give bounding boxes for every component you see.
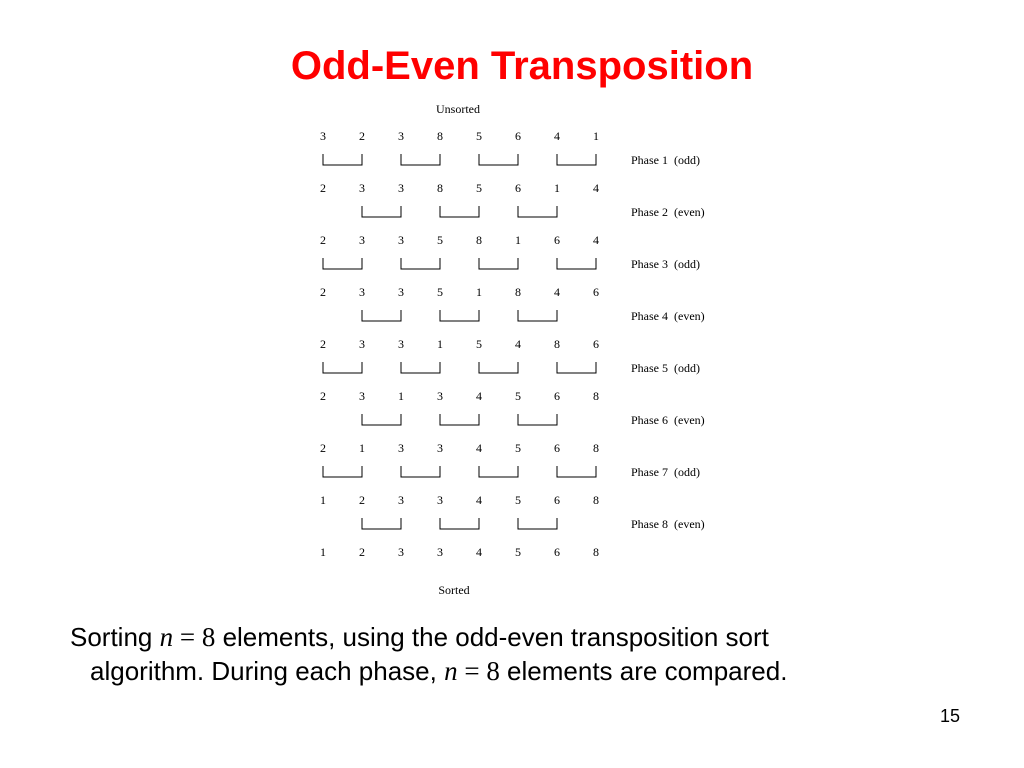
phase-7-bracket-3 (479, 466, 518, 477)
row-8-value-1: 1 (320, 493, 326, 507)
row-1-value-3: 3 (398, 129, 404, 143)
row-6-value-4: 3 (437, 389, 443, 403)
row-9-value-7: 6 (554, 545, 560, 559)
row-8-value-4: 3 (437, 493, 443, 507)
phase-3-label: Phase 3 (odd) (631, 257, 700, 271)
row-2-value-5: 5 (476, 181, 482, 195)
row-6-value-1: 2 (320, 389, 326, 403)
row-2-value-7: 1 (554, 181, 560, 195)
row-6-value-5: 4 (476, 389, 482, 403)
caption-line-2-end: elements are compared. (499, 656, 788, 686)
row-1-value-5: 5 (476, 129, 482, 143)
row-2-value-8: 4 (593, 181, 599, 195)
row-3-value-7: 6 (554, 233, 560, 247)
phase-6-label: Phase 6 (even) (631, 413, 705, 427)
row-2-value-3: 3 (398, 181, 404, 195)
row-5-value-4: 1 (437, 337, 443, 351)
phase-2-bracket-3 (518, 206, 557, 217)
slide-title: Odd-Even Transposition (290, 44, 754, 88)
phase-6-bracket-3 (518, 414, 557, 425)
caption-line-1-start: Sorting (70, 622, 160, 652)
row-4-value-8: 6 (593, 285, 599, 299)
caption-line-2-start: algorithm. During each phase, (90, 656, 445, 686)
caption-variable-n: n (159, 622, 174, 652)
phase-3-bracket-2 (401, 258, 440, 269)
row-3-value-2: 3 (359, 233, 365, 247)
phase-5-label: Phase 5 (odd) (631, 361, 700, 375)
row-4-value-6: 8 (515, 285, 521, 299)
caption-line-2 (70, 654, 990, 688)
row-1-value-4: 8 (437, 129, 443, 143)
phase-2-label: Phase 2 (even) (631, 205, 705, 219)
phase-4-bracket-1 (362, 310, 401, 321)
row-7-value-1: 2 (320, 441, 326, 455)
row-7-value-6: 5 (515, 441, 521, 455)
phase-5-bracket-3 (479, 362, 518, 373)
row-7-value-4: 3 (437, 441, 443, 455)
row-2-value-4: 8 (437, 181, 443, 195)
sorted-label: Sorted (438, 583, 470, 597)
row-1-value-7: 4 (554, 129, 560, 143)
row-7-value-3: 3 (398, 441, 404, 455)
row-3-value-8: 4 (593, 233, 599, 247)
phase-1-bracket-2 (401, 154, 440, 165)
row-5-value-5: 5 (476, 337, 482, 351)
number-rows (320, 129, 599, 559)
phase-5-bracket-2 (401, 362, 440, 373)
row-9-value-1: 1 (320, 545, 326, 559)
phase-4-label: Phase 4 (even) (631, 309, 705, 323)
row-3-value-3: 3 (398, 233, 404, 247)
phase-8-label: Phase 8 (even) (631, 517, 705, 531)
row-4-value-2: 3 (359, 285, 365, 299)
row-4-value-3: 3 (398, 285, 404, 299)
row-9-value-3: 3 (398, 545, 404, 559)
row-8-value-2: 2 (359, 493, 365, 507)
phase-7-bracket-1 (323, 466, 362, 477)
phase-5-bracket-4 (557, 362, 596, 373)
row-7-value-8: 8 (593, 441, 599, 455)
page-number: 15 (939, 706, 960, 726)
row-8-value-5: 4 (476, 493, 482, 507)
row-5-value-2: 3 (359, 337, 365, 351)
row-8-value-8: 8 (593, 493, 599, 507)
phase-6-bracket-2 (440, 414, 479, 425)
row-3-value-1: 2 (320, 233, 326, 247)
row-6-value-6: 5 (515, 389, 521, 403)
row-5-value-3: 3 (398, 337, 404, 351)
phase-4-bracket-2 (440, 310, 479, 321)
row-5-value-7: 8 (554, 337, 560, 351)
slide-caption (70, 620, 990, 688)
row-2-value-1: 2 (320, 181, 326, 195)
row-9-value-5: 4 (476, 545, 482, 559)
row-1-value-1: 3 (320, 129, 326, 143)
phase-labels (631, 153, 705, 531)
row-5-value-8: 6 (593, 337, 599, 351)
row-9-value-8: 8 (593, 545, 599, 559)
phase-8-bracket-2 (440, 518, 479, 529)
phase-7-bracket-2 (401, 466, 440, 477)
phase-3-bracket-1 (323, 258, 362, 269)
phase-1-label: Phase 1 (odd) (631, 153, 700, 167)
row-1-value-6: 6 (515, 129, 521, 143)
row-4-value-5: 1 (476, 285, 482, 299)
row-7-value-2: 1 (359, 441, 365, 455)
row-8-value-7: 6 (554, 493, 560, 507)
caption-variable-n-2: n (444, 656, 458, 686)
row-6-value-7: 6 (554, 389, 560, 403)
row-6-value-3: 1 (398, 389, 404, 403)
phase-1-bracket-1 (323, 154, 362, 165)
row-4-value-7: 4 (554, 285, 560, 299)
caption-line-1 (70, 622, 769, 652)
phase-1-bracket-4 (557, 154, 596, 165)
row-4-value-4: 5 (437, 285, 443, 299)
row-9-value-4: 3 (437, 545, 443, 559)
row-5-value-1: 2 (320, 337, 326, 351)
phase-4-bracket-3 (518, 310, 557, 321)
row-3-value-5: 8 (476, 233, 482, 247)
caption-equals-8-2: = 8 (457, 656, 500, 686)
phase-1-bracket-3 (479, 154, 518, 165)
row-6-value-2: 3 (359, 389, 365, 403)
caption-equals-8: = 8 (173, 622, 216, 652)
caption-line-1-end: elements, using the odd-even transposition sort (215, 622, 769, 652)
row-3-value-4: 5 (437, 233, 443, 247)
phase-7-label: Phase 7 (odd) (631, 465, 700, 479)
unsorted-label: Unsorted (436, 102, 480, 116)
row-4-value-1: 2 (320, 285, 326, 299)
phase-5-bracket-1 (323, 362, 362, 373)
phase-3-bracket-4 (557, 258, 596, 269)
caption-math-2 (444, 656, 500, 686)
phase-7-bracket-4 (557, 466, 596, 477)
row-8-value-3: 3 (398, 493, 404, 507)
row-7-value-7: 6 (554, 441, 560, 455)
phase-3-bracket-3 (479, 258, 518, 269)
row-1-value-2: 2 (359, 129, 365, 143)
caption-math-1 (160, 622, 216, 652)
phase-2-bracket-2 (440, 206, 479, 217)
row-9-value-6: 5 (515, 545, 521, 559)
row-9-value-2: 2 (359, 545, 365, 559)
row-3-value-6: 1 (515, 233, 521, 247)
row-7-value-5: 4 (476, 441, 482, 455)
row-8-value-6: 5 (515, 493, 521, 507)
row-1-value-8: 1 (593, 129, 599, 143)
row-5-value-6: 4 (515, 337, 521, 351)
row-6-value-8: 8 (593, 389, 599, 403)
phase-2-bracket-1 (362, 206, 401, 217)
row-2-value-2: 3 (359, 181, 365, 195)
phase-8-bracket-1 (362, 518, 401, 529)
phase-6-bracket-1 (362, 414, 401, 425)
row-2-value-6: 6 (515, 181, 521, 195)
phase-8-bracket-3 (518, 518, 557, 529)
